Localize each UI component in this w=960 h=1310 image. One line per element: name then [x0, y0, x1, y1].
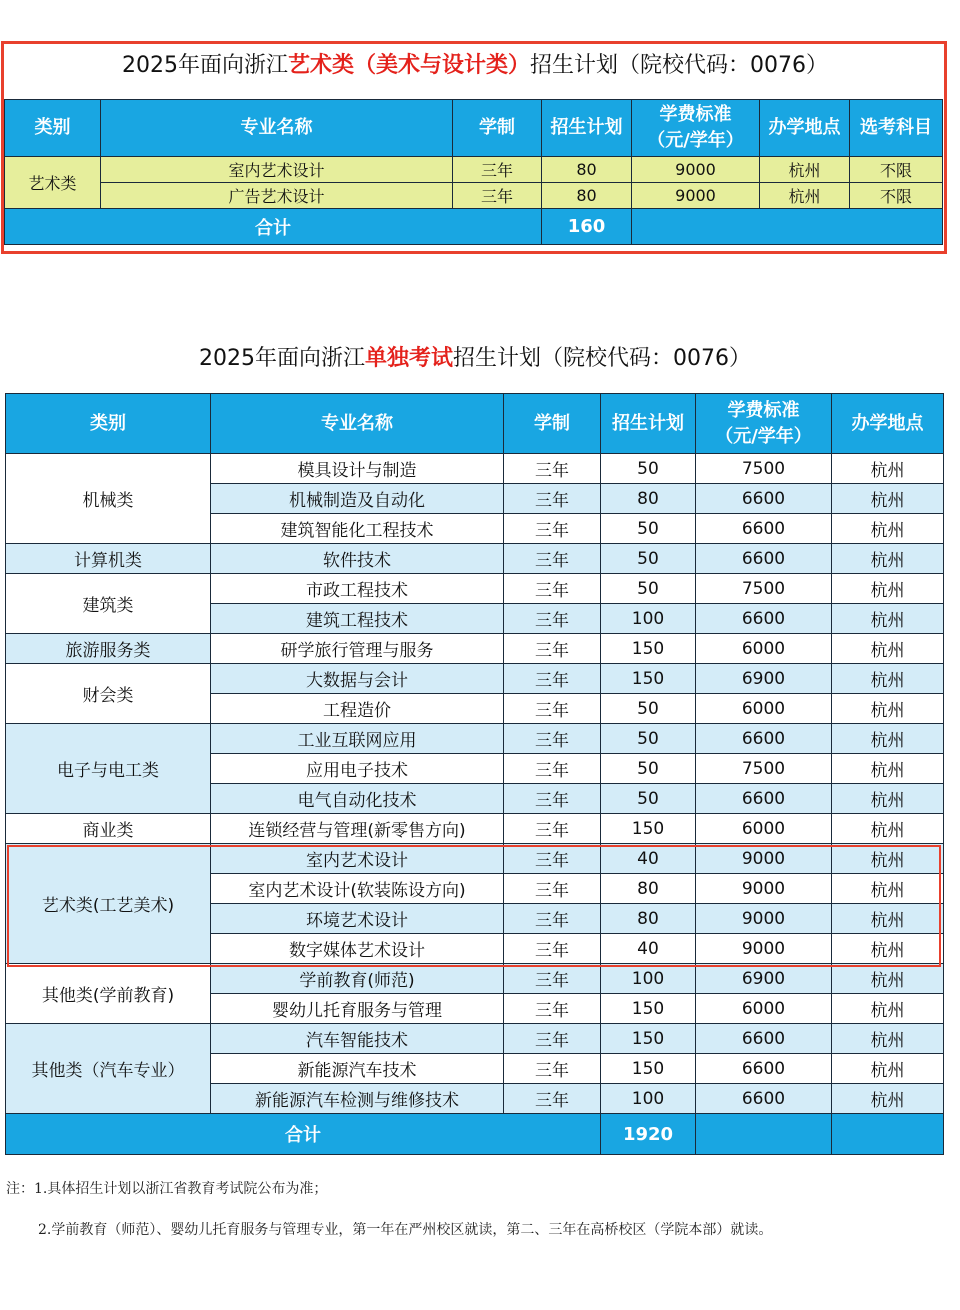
total-empty [632, 209, 943, 245]
category-cell: 艺术类 [5, 157, 101, 209]
category-cell: 其他类(学前教育) [6, 964, 211, 1024]
tuition-cell: 7500 [696, 754, 832, 784]
tuition-cell: 6600 [696, 1054, 832, 1084]
category-cell: 计算机类 [6, 544, 211, 574]
header-cell-3: 招生计划 [601, 394, 696, 454]
table-row [5, 157, 943, 183]
major-cell: 机械制造及自动化 [211, 484, 504, 514]
tuition-cell: 6000 [696, 994, 832, 1024]
major-cell: 新能源汽车检测与维修技术 [211, 1084, 504, 1114]
location-cell: 杭州 [832, 934, 944, 964]
tuition-cell: 9000 [632, 183, 760, 209]
plan-cell: 40 [601, 844, 696, 874]
major-cell: 工业互联网应用 [211, 724, 504, 754]
table-row [6, 724, 944, 754]
art-plan-table [4, 99, 943, 245]
category-cell: 商业类 [6, 814, 211, 844]
art-section-title: 2025年面向浙江艺术类（美术与设计类）招生计划（院校代码：0076） [121, 53, 828, 78]
tuition-cell: 6000 [696, 634, 832, 664]
plan-cell: 150 [601, 814, 696, 844]
header-cell-0: 类别 [6, 394, 211, 454]
header-cell-2: 学制 [453, 100, 542, 157]
category-cell: 艺术类(工艺美术) [6, 844, 211, 964]
location-cell: 杭州 [760, 157, 850, 183]
tuition-cell: 9000 [696, 934, 832, 964]
tuition-cell: 6600 [696, 484, 832, 514]
plan-cell: 100 [601, 1084, 696, 1114]
total-empty [696, 1114, 832, 1155]
plan-cell: 50 [601, 724, 696, 754]
header-cell-1: 专业名称 [101, 100, 453, 157]
years-cell: 三年 [504, 1024, 601, 1054]
years-cell: 三年 [504, 454, 601, 484]
tuition-cell: 9000 [696, 844, 832, 874]
note-line-1: 注：1.具体招生计划以浙江省教育考试院公布为准； [6, 1181, 328, 1197]
tuition-cell: 6600 [696, 1024, 832, 1054]
location-cell: 杭州 [832, 754, 944, 784]
tuition-cell: 6000 [696, 814, 832, 844]
note-line-2: 2.学前教育（师范）、婴幼儿托育服务与管理专业，第一年在严州校区就读，第二、三年在高桥校区（学院本部）就读。 [38, 1222, 773, 1238]
table-row [6, 844, 944, 874]
years-cell: 三年 [504, 994, 601, 1024]
years-cell: 三年 [453, 183, 542, 209]
location-cell: 杭州 [832, 874, 944, 904]
tuition-cell: 6600 [696, 724, 832, 754]
header-cell-1: 专业名称 [211, 394, 504, 454]
table-row [6, 634, 944, 664]
years-cell: 三年 [504, 484, 601, 514]
header-cell-4: 学费标准 （元/学年） [696, 394, 832, 454]
table-row [6, 544, 944, 574]
table-row [6, 1024, 944, 1054]
plan-cell: 100 [601, 604, 696, 634]
location-cell: 杭州 [832, 544, 944, 574]
table-row [5, 183, 943, 209]
total-empty [832, 1114, 944, 1155]
years-cell: 三年 [504, 1054, 601, 1084]
major-cell: 建筑智能化工程技术 [211, 514, 504, 544]
major-cell: 工程造价 [211, 694, 504, 724]
category-cell: 其他类（汽车专业） [6, 1024, 211, 1114]
location-cell: 杭州 [832, 574, 944, 604]
plan-cell: 150 [601, 994, 696, 1024]
major-cell: 模具设计与制造 [211, 454, 504, 484]
category-cell: 财会类 [6, 664, 211, 724]
header-cell-2: 学制 [504, 394, 601, 454]
location-cell: 杭州 [832, 1054, 944, 1084]
plan-cell: 50 [601, 784, 696, 814]
location-cell: 杭州 [832, 994, 944, 1024]
years-cell: 三年 [504, 574, 601, 604]
table-header-row [6, 394, 944, 454]
plan-cell: 150 [601, 664, 696, 694]
location-cell: 杭州 [832, 664, 944, 694]
header-cell-5: 办学地点 [760, 100, 850, 157]
plan-cell: 150 [601, 1024, 696, 1054]
location-cell: 杭州 [832, 964, 944, 994]
location-cell: 杭州 [832, 634, 944, 664]
plan-cell: 50 [601, 454, 696, 484]
total-value: 1920 [601, 1114, 696, 1155]
category-cell: 旅游服务类 [6, 634, 211, 664]
years-cell: 三年 [504, 844, 601, 874]
subjects-cell: 不限 [850, 157, 943, 183]
single-exam-section-title: 2025年面向浙江单独考试招生计划（院校代码：0076） [198, 346, 751, 371]
years-cell: 三年 [504, 694, 601, 724]
single-exam-plan-table [5, 393, 944, 1155]
plan-cell: 150 [601, 634, 696, 664]
major-cell: 大数据与会计 [211, 664, 504, 694]
tuition-cell: 7500 [696, 454, 832, 484]
years-cell: 三年 [504, 664, 601, 694]
years-cell: 三年 [504, 874, 601, 904]
major-cell: 学前教育(师范) [211, 964, 504, 994]
years-cell: 三年 [504, 904, 601, 934]
location-cell: 杭州 [832, 604, 944, 634]
total-label: 合计 [6, 1114, 601, 1155]
years-cell: 三年 [504, 754, 601, 784]
category-cell: 建筑类 [6, 574, 211, 634]
tuition-cell: 6600 [696, 604, 832, 634]
tuition-cell: 6900 [696, 964, 832, 994]
category-cell: 电子与电工类 [6, 724, 211, 814]
total-row [6, 1114, 944, 1155]
years-cell: 三年 [504, 1084, 601, 1114]
major-cell: 电气自动化技术 [211, 784, 504, 814]
header-cell-3: 招生计划 [542, 100, 632, 157]
tuition-cell: 6600 [696, 784, 832, 814]
major-cell: 研学旅行管理与服务 [211, 634, 504, 664]
location-cell: 杭州 [832, 844, 944, 874]
location-cell: 杭州 [832, 784, 944, 814]
plan-cell: 50 [601, 544, 696, 574]
total-row [5, 209, 943, 245]
major-cell: 室内艺术设计(软装陈设方向) [211, 874, 504, 904]
header-cell-4: 学费标准 （元/学年） [632, 100, 760, 157]
major-cell: 连锁经营与管理(新零售方向) [211, 814, 504, 844]
header-cell-6: 选考科目 [850, 100, 943, 157]
table-row [6, 574, 944, 604]
total-label: 合计 [5, 209, 542, 245]
header-cell-5: 办学地点 [832, 394, 944, 454]
years-cell: 三年 [504, 814, 601, 844]
tuition-cell: 6000 [696, 694, 832, 724]
location-cell: 杭州 [832, 514, 944, 544]
plan-cell: 50 [601, 754, 696, 784]
location-cell: 杭州 [832, 1024, 944, 1054]
location-cell: 杭州 [832, 484, 944, 514]
plan-cell: 80 [601, 904, 696, 934]
years-cell: 三年 [504, 634, 601, 664]
tuition-cell: 6600 [696, 1084, 832, 1114]
plan-cell: 40 [601, 934, 696, 964]
location-cell: 杭州 [832, 724, 944, 754]
major-cell: 应用电子技术 [211, 754, 504, 784]
plan-cell: 50 [601, 514, 696, 544]
location-cell: 杭州 [832, 814, 944, 844]
plan-cell: 50 [601, 574, 696, 604]
header-cell-0: 类别 [5, 100, 101, 157]
plan-cell: 150 [601, 1054, 696, 1084]
major-cell: 环境艺术设计 [211, 904, 504, 934]
major-cell: 室内艺术设计 [211, 844, 504, 874]
table-row [6, 814, 944, 844]
years-cell: 三年 [504, 934, 601, 964]
subjects-cell: 不限 [850, 183, 943, 209]
tuition-cell: 6600 [696, 514, 832, 544]
major-cell: 婴幼儿托育服务与管理 [211, 994, 504, 1024]
plan-cell: 80 [542, 183, 632, 209]
tuition-cell: 6900 [696, 664, 832, 694]
major-cell: 新能源汽车技术 [211, 1054, 504, 1084]
table-row [6, 664, 944, 694]
major-cell: 广告艺术设计 [101, 183, 453, 209]
table-header-row [5, 100, 943, 157]
location-cell: 杭州 [832, 904, 944, 934]
plan-cell: 50 [601, 694, 696, 724]
location-cell: 杭州 [832, 1084, 944, 1114]
tuition-cell: 9000 [632, 157, 760, 183]
table-row [6, 454, 944, 484]
plan-cell: 80 [601, 874, 696, 904]
major-cell: 软件技术 [211, 544, 504, 574]
plan-cell: 80 [542, 157, 632, 183]
plan-cell: 80 [601, 484, 696, 514]
major-cell: 数字媒体艺术设计 [211, 934, 504, 964]
total-value: 160 [542, 209, 632, 245]
years-cell: 三年 [504, 544, 601, 574]
years-cell: 三年 [504, 724, 601, 754]
years-cell: 三年 [504, 784, 601, 814]
location-cell: 杭州 [832, 454, 944, 484]
tuition-cell: 9000 [696, 874, 832, 904]
tuition-cell: 6600 [696, 544, 832, 574]
location-cell: 杭州 [760, 183, 850, 209]
major-cell: 汽车智能技术 [211, 1024, 504, 1054]
years-cell: 三年 [453, 157, 542, 183]
major-cell: 市政工程技术 [211, 574, 504, 604]
plan-cell: 100 [601, 964, 696, 994]
category-cell: 机械类 [6, 454, 211, 544]
location-cell: 杭州 [832, 694, 944, 724]
table-row [6, 964, 944, 994]
years-cell: 三年 [504, 604, 601, 634]
tuition-cell: 9000 [696, 904, 832, 934]
years-cell: 三年 [504, 964, 601, 994]
major-cell: 建筑工程技术 [211, 604, 504, 634]
tuition-cell: 7500 [696, 574, 832, 604]
major-cell: 室内艺术设计 [101, 157, 453, 183]
years-cell: 三年 [504, 514, 601, 544]
